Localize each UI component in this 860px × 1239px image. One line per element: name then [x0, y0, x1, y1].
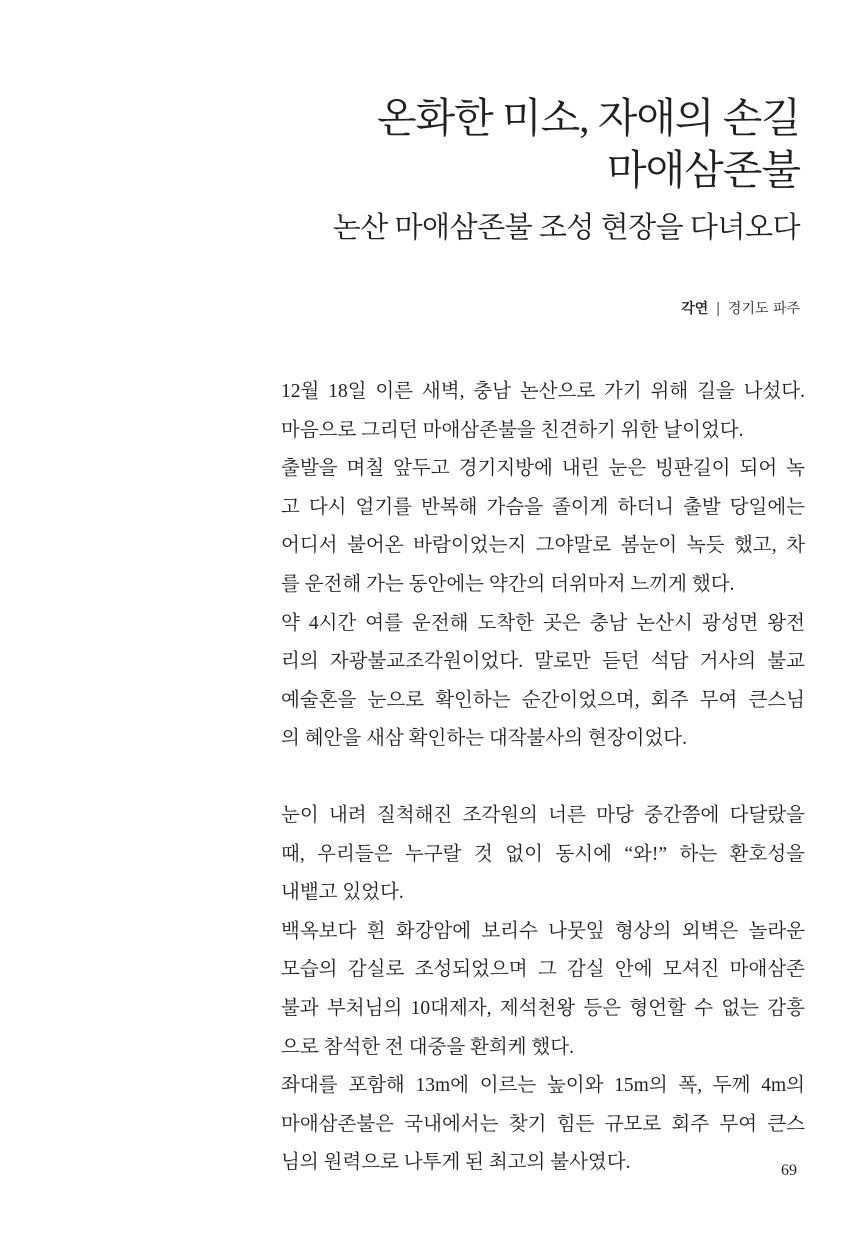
article-header	[333, 92, 800, 248]
body-line: 마음으로 그리던 마애삼존불을 친견하기 위한 날이었다.	[281, 419, 744, 441]
byline-separator: |	[715, 301, 721, 317]
article-title-line-1: 온화한 미소, 자애의 손길	[376, 95, 800, 141]
article-body	[281, 373, 805, 1183]
article-title-line-2: 마애삼존불	[606, 147, 800, 193]
page-number: 69	[781, 1162, 797, 1179]
body-line: 예술혼을 눈으로 확인하는 순간이었으며, 회주 무여 큰스님	[281, 689, 805, 711]
body-line: 어디서 불어온 바람이었는지 그야말로 봄눈이 녹듯 했고, 차	[281, 535, 805, 557]
author-name: 각연	[681, 301, 709, 317]
body-line: 고 다시 얼기를 반복해 가슴을 졸이게 하더니 출발 당일에는	[281, 496, 805, 518]
body-line: 를 운전해 가는 동안에는 약간의 더위마저 느끼게 했다.	[281, 573, 735, 595]
body-line: 때, 우리들은 누구랄 것 없이 동시에 “와!” 하는 환호성을	[281, 843, 805, 865]
body-line: 불과 부처님의 10대제자, 제석천왕 등은 형언할 수 없는 감흥	[281, 997, 805, 1019]
body-line: 으로 참석한 전 대중을 환희케 했다.	[281, 1036, 574, 1058]
article-subtitle: 논산 마애삼존불 조성 현장을 다녀오다	[332, 212, 800, 244]
body-line: 좌대를 포함해 13m에 이르는 높이와 15m의 폭, 두께 4m의	[281, 1075, 805, 1097]
body-line: 눈이 내려 질척해진 조각원의 너른 마당 중간쯤에 다달랐을	[281, 804, 805, 826]
author-location: 경기도 파주	[727, 301, 800, 317]
body-line: 백옥보다 흰 화강암에 보리수 나뭇잎 형상의 외벽은 놀라운	[281, 920, 805, 942]
body-line: 리의 자광불교조각원이었다. 말로만 듣던 석담 거사의 불교	[281, 651, 805, 673]
body-line: 마애삼존불은 국내에서는 찾기 힘든 규모로 회주 무여 큰스	[281, 1113, 805, 1135]
body-line: 님의 원력으로 나투게 된 최고의 불사였다.	[281, 1152, 631, 1174]
body-line: 출발을 며칠 앞두고 경기지방에 내린 눈은 빙판길이 되어 녹	[281, 458, 805, 480]
body-line: 약 4시간 여를 운전해 도착한 곳은 충남 논산시 광성면 왕전	[281, 612, 805, 634]
body-line: 모습의 감실로 조성되었으며 그 감실 안에 모셔진 마애삼존	[281, 959, 805, 981]
body-line: 내뱉고 있었다.	[281, 882, 404, 904]
body-line: 12월 18일 이른 새벽, 충남 논산으로 가기 위해 길을 나섰다.	[281, 381, 805, 402]
paragraph-group-1	[281, 373, 805, 759]
paragraph-group-2	[281, 797, 805, 1183]
body-line: 의 혜안을 새삼 확인하는 대작불사의 현장이었다.	[281, 728, 687, 750]
byline	[681, 298, 800, 318]
